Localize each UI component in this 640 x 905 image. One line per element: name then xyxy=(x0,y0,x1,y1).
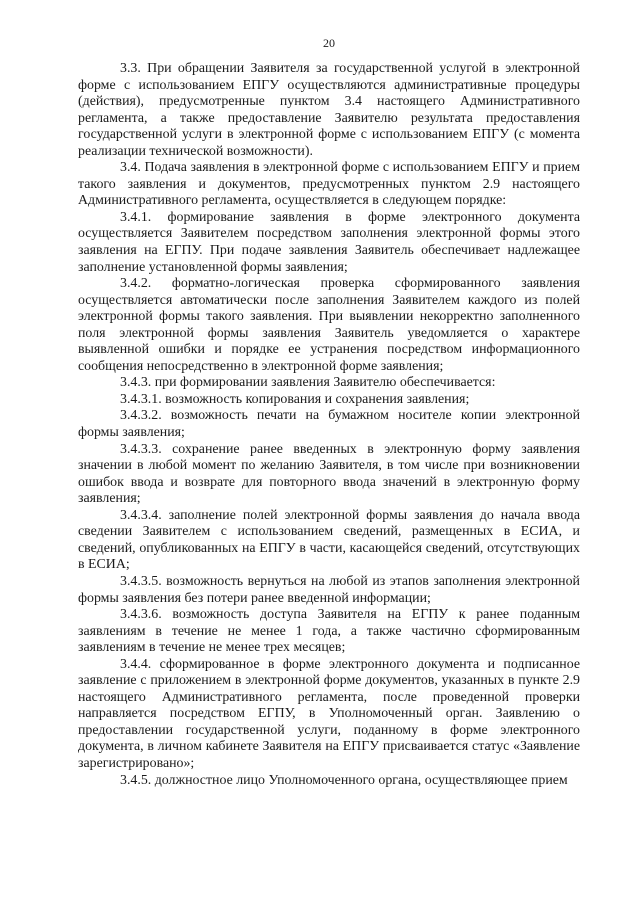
paragraph-3-4-3-4: 3.4.3.4. заполнение полей электронной формы заявления до начала ввода сведении Заявителем с использованием сведений, размещенных в ЕСИА, и сведений, опубликованных на ЕПГУ в части, касающейся сведений, отсутствующих в ЕСИА; xyxy=(78,507,580,573)
paragraph-3-4-3-2: 3.4.3.2. возможность печати на бумажном носителе копии электронной формы заявления; xyxy=(78,408,580,441)
paragraph-3-4-4: 3.4.4. сформированное в форме электронного документа и подписанное заявление с приложением в электронной форме документов, указанных в пункте 2.9 настоящего Административного регламента, после проведенной проверки направляется посредством ЕГПУ, в Уполномоченный орган. Заявлению о предоставлении государственной услуги, поданному в форме электронного документа, в личном кабинете Заявителя на ЕПГУ присваивается статус «Заявление зарегистрировано»; xyxy=(78,656,580,771)
paragraph-3-4-3-5: 3.4.3.5. возможность вернуться на любой из этапов заполнения электронной формы заявления без потери ранее введенной информации; xyxy=(78,573,580,606)
paragraph-3-4-5: 3.4.5. должностное лицо Уполномоченного органа, осуществляющее прием xyxy=(120,772,568,788)
paragraph-3-4: 3.4. Подача заявления в электронной форме с использованием ЕПГУ и прием такого заявления и документов, предусмотренных пунктом 2.9 настоящего Административного регламента, осуществляется в следующем порядке: xyxy=(78,160,580,209)
paragraph-3-3: 3.3. При обращении Заявителя за государственной услугой в электронной форме с использованием ЕПГУ осуществляются административные процедуры (действия), предусмотренные пунктом 3.4 настоящего Административного регламента, а также предоставление Заявителю результата предоставления государственной услуги в электронной форме с использованием ЕПГУ (с момента реализации технической возможности). xyxy=(78,61,580,159)
paragraph-3-4-3-6: 3.4.3.6. возможность доступа Заявителя на ЕГПУ к ранее поданным заявлениям в течение не менее 1 года, а также частично сформированным заявлениям в течение не менее трех месяцев; xyxy=(78,607,580,656)
paragraph-3-4-2: 3.4.2. форматно-логическая проверка сформированного заявления осуществляется автоматически после заполнения Заявителем каждого из полей электронной формы такого заявления. При выявлении некорректно заполненного поля электронной формы заявления Заявитель уведомляется о характере выявленной ошибки и порядке ее устранения посредством информационного сообщения непосредственно в электронной форме заявления; xyxy=(78,276,580,374)
paragraph-3-4-3: 3.4.3. при формировании заявления Заявителю обеспечивается: xyxy=(120,375,496,391)
paragraph-3-4-1: 3.4.1. формирование заявления в форме электронного документа осуществляется Заявителем посредством заполнения электронной формы этого заявления на ЕГПУ. При подаче заявления Заявитель обеспечивает надлежащее заполнение установленной формы заявления; xyxy=(78,209,580,275)
paragraph-3-4-3-3: 3.4.3.3. сохранение ранее введенных в электронную форму заявления значении в любой момент по желанию Заявителя, в том числе при возникновении ошибок ввода и возврате для повторного ввода значений в электронную форму заявления; xyxy=(78,441,580,507)
paragraph-3-4-3-1: 3.4.3.1. возможность копирования и сохранения заявления; xyxy=(120,391,470,407)
page-number: 20 xyxy=(323,36,335,50)
